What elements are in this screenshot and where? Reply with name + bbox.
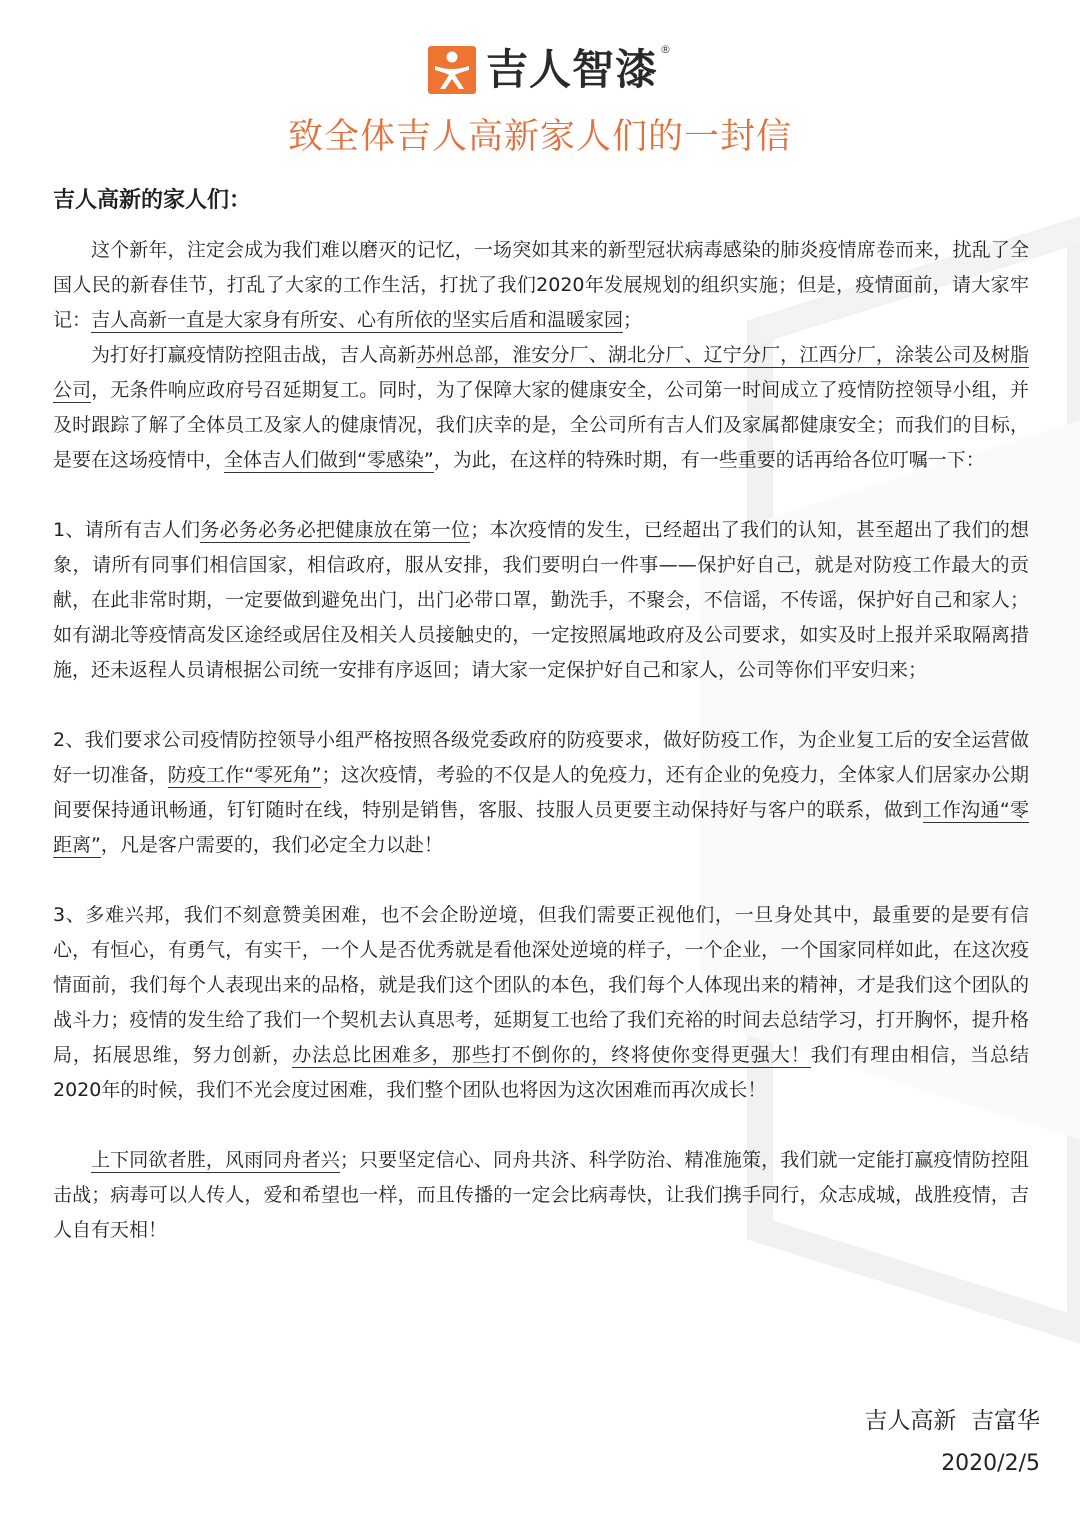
emphasized-text: 务必务必务必把健康放在第一位: [200, 519, 471, 541]
paragraph-5: [53, 898, 1029, 1108]
paragraph-text: ；这次疫情，考验的不仅是人的免疫力，还有企业的免疫力，全体家人们居家办公期间要保持通讯畅通，钉钉随时在线，特别是销售，客服、技服人员更要主动保持好与客户的联系，做到: [53, 764, 1029, 821]
brand-name: [486, 42, 673, 98]
paragraph-2: [53, 338, 1029, 478]
signature-date: 2020/2/5: [941, 1451, 1040, 1476]
brand-name-text: 吉人智漆: [486, 45, 659, 94]
paragraph-text: ；: [623, 309, 643, 331]
paragraph-gap: [53, 863, 1029, 898]
jiren-person-logo-icon: [428, 46, 476, 94]
paragraph-1: [53, 233, 1029, 338]
paragraph-text: 3、多难兴邦，我们不刻意赞美困难，也不会企盼逆境，但我们需要正视他们，一旦身处其中，最重要的是要有信心，有恒心，有勇气，有实干，一个人是否优秀就是看他深处逆境的样子，一个企业，一个国家同样如此，在这次疫情面前，我们每个人表现出来的品格，就是我们这个团队的本色，我们每个人体现出来的精神，才是我们这个团队的战斗力；疫情的发生给了我们一个契机去认真思考，延期复工也给了我们充裕的时间去总结学习，打开胸怀，提升格局，拓展思维，努力创新，: [53, 904, 1029, 1066]
paragraph-text: 为打好打赢疫情防控阻击战，吉人高新: [91, 344, 417, 366]
brand-logo: [428, 42, 673, 98]
signature-line: [864, 1402, 1040, 1440]
paragraph-4: [53, 723, 1029, 863]
paragraph-text: ，为此，在这样的特殊时期，有一些重要的话再给各位叮嘱一下：: [433, 449, 985, 471]
emphasized-text: 苏州总部，淮安分厂、湖北分厂、辽宁分厂，江西分厂，涂装公司及树脂公司: [53, 344, 1029, 401]
emphasized-text: 全体吉人们做到“零感染”: [224, 449, 434, 471]
paragraph-text: 2、我们要求公司疫情防控领导小组严格按照各级党委政府的防疫要求，做好防疫工作，为企业复工后的安全运营做好一切准备，: [53, 729, 1029, 786]
signature-person: 吉富华: [971, 1408, 1040, 1434]
emphasized-text: 工作沟通“零距离”: [53, 799, 1029, 856]
paragraph-text: 我们有理由相信，当总结2020年的时候，我们不光会度过困难，我们整个团队也将因为这次困难而再次成长！: [53, 1044, 1029, 1101]
letter-title: 致全体吉人高新家人们的一封信: [287, 117, 792, 157]
letter-body: [53, 233, 1029, 1248]
paragraph-text: ，凡是客户需要的，我们必定全力以赴！: [100, 834, 443, 856]
paragraph-text: ，无条件响应政府号召延期复工。同时，为了保障大家的健康安全，公司第一时间成立了疫情防控领导小组，并及时跟踪了解了全体员工及家人的健康情况，我们庆幸的是，全公司所有吉人们及家属都健康安全；而我们的目标，是要在这场疫情中，: [53, 379, 1029, 471]
emphasized-text: 上下同欲者胜，风雨同舟者兴: [91, 1149, 340, 1171]
emphasized-text: 吉人高新一直是大家身有所安、心有所依的坚实后盾和温暖家园: [91, 309, 624, 331]
paragraph-3: [53, 513, 1029, 688]
paragraph-6: [53, 1143, 1029, 1248]
letter-greeting: 吉人高新的家人们：: [53, 188, 252, 213]
paragraph-gap: [53, 688, 1029, 723]
signature-org: 吉人高新: [864, 1408, 957, 1434]
paragraph-text: ；只要坚定信心、同舟共济、科学防治、精准施策，我们就一定能打赢疫情防控阻击战；病毒可以人传人，爱和希望也一样，而且传播的一定会比病毒快，让我们携手同行，众志成城，战胜疫情，吉人自有天相！: [53, 1149, 1029, 1241]
paragraph-text: 这个新年，注定会成为我们难以磨灭的记忆，一场突如其来的新型冠状病毒感染的肺炎疫情席卷而来，扰乱了全国人民的新春佳节，打乱了大家的工作生活，打扰了我们2020年发展规划的组织实施；但是，疫情面前，请大家牢记：: [53, 239, 1029, 331]
paragraph-gap: [53, 478, 1029, 513]
registered-mark: ®: [660, 43, 673, 56]
paragraph-text: 1、请所有吉人们: [53, 519, 201, 541]
paragraph-gap: [53, 1108, 1029, 1143]
emphasized-text: 办法总比困难多，那些打不倒你的，终将使你变得更强大！: [292, 1044, 811, 1066]
emphasized-text: 防疫工作“零死角”: [167, 764, 322, 786]
paragraph-text: ；本次疫情的发生，已经超出了我们的认知，甚至超出了我们的想象，请所有同事们相信国家，相信政府，服从安排，我们要明白一件事——保护好自己，就是对防疫工作最大的贡献，在此非常时期，一定要做到避免出门，出门必带口罩，勤洗手，不聚会，不信谣，不传谣，保护好自己和家人；如有湖北等疫情高发区途经或居住及相关人员接触史的，一定按照属地政府及公司要求，如实及时上报并采取隔离措施，还未返程人员请根据公司统一安排有序返回；请大家一定保护好自己和家人，公司等你们平安归来；: [53, 519, 1029, 681]
